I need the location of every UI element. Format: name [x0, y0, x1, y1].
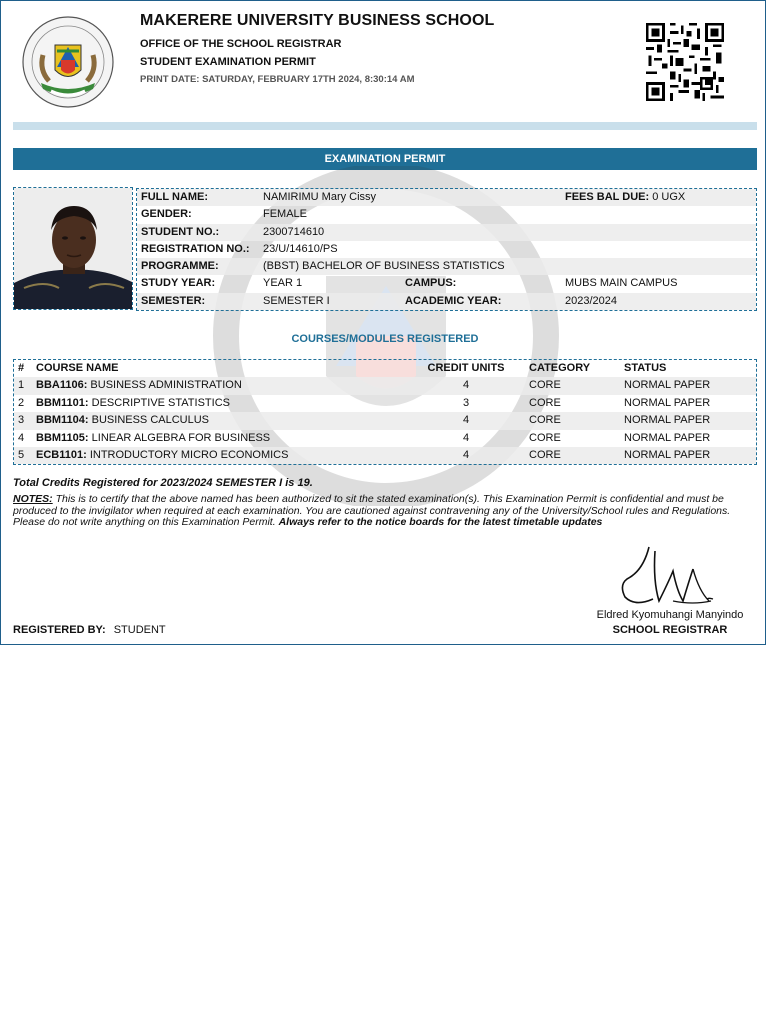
office-name: OFFICE OF THE SCHOOL REGISTRAR [140, 38, 342, 50]
credit-units: 4 [462, 379, 470, 392]
status: NORMAL PAPER [624, 448, 711, 461]
course-code: BBA1106: [36, 379, 88, 392]
course-name: INTRODUCTORY MICRO ECONOMICS [89, 448, 289, 461]
col-status-header: STATUS [624, 362, 667, 374]
detail-row-study-year [137, 275, 756, 292]
detail-row-gender [137, 206, 756, 223]
institution-name: MAKERERE UNIVERSITY BUSINESS SCHOOL [140, 12, 495, 29]
table-row [14, 430, 756, 447]
student-portrait [14, 188, 133, 310]
row-num: 5 [18, 448, 25, 461]
table-row [14, 447, 756, 464]
student-photo [13, 187, 133, 310]
fees-label: FEES BAL DUE: [565, 191, 650, 203]
registered-by-value: STUDENT [113, 624, 166, 636]
course-cell [36, 377, 242, 394]
programme-value: (BBST) BACHELOR OF BUSINESS STATISTICS [263, 260, 505, 273]
course-code: BBM1104: [36, 414, 89, 427]
status: NORMAL PAPER [624, 414, 711, 427]
col-num-header: # [18, 362, 25, 374]
status: NORMAL PAPER [624, 396, 711, 409]
course-code: BBM1101: [36, 396, 89, 409]
total-credits: Total Credits Registered for 2023/2024 SEMESTER I is 19. [13, 477, 313, 489]
student-no-label: STUDENT NO.: [141, 225, 220, 238]
permit-header [1, 1, 765, 117]
full-name-value: NAMIRIMU Mary Cissy [263, 191, 377, 203]
category: CORE [529, 396, 561, 409]
campus-label: CAMPUS: [405, 277, 457, 290]
student-no-value: 2300714610 [263, 225, 325, 238]
notes-text: This is to certify that the above named has been authorized to sit the stated examination(s). This Examination Permit is confidential and must be produced to the invigilator when required at each examination. You are cautioned against contravening any of the University/School rules and Regulations. Please do not write anything on this Examination Permit. [13, 493, 731, 528]
notes-label: NOTES: [13, 493, 53, 505]
academic-year-value: 2023/2024 [565, 294, 617, 307]
courses-table [13, 359, 757, 465]
row-num: 4 [18, 431, 25, 444]
document-type: STUDENT EXAMINATION PERMIT [140, 56, 316, 68]
student-details [136, 188, 757, 311]
category: CORE [529, 414, 561, 427]
print-date: PRINT DATE: SATURDAY, FEBRUARY 17TH 2024, 8:30:14 AM [140, 74, 415, 85]
registered-by [13, 624, 166, 636]
course-cell [36, 395, 230, 412]
semester-label: SEMESTER: [141, 294, 206, 307]
header-divider [13, 122, 757, 130]
course-code: BBM1105: [36, 431, 89, 444]
course-cell [36, 430, 270, 447]
credit-units: 4 [462, 414, 470, 427]
study-year-label: STUDY YEAR: [141, 277, 216, 290]
registrar-signature [613, 541, 723, 611]
row-num: 1 [18, 379, 25, 392]
reg-no-value: 23/U/14610/PS [263, 242, 338, 255]
semester-value: SEMESTER I [263, 294, 330, 307]
notes-emphasis: Always refer to the notice boards for the latest timetable updates [278, 516, 603, 528]
course-name: LINEAR ALGEBRA FOR BUSINESS [91, 431, 271, 444]
course-name: BUSINESS ADMINISTRATION [90, 379, 242, 392]
course-cell [36, 447, 288, 464]
detail-row-name [137, 189, 756, 206]
row-num: 3 [18, 414, 25, 427]
detail-row-student-no [137, 224, 756, 241]
campus-value: MUBS MAIN CAMPUS [565, 277, 678, 290]
gender-label: GENDER: [141, 208, 192, 221]
course-cell [36, 412, 209, 429]
col-credits-header: CREDIT UNITS [427, 362, 505, 374]
signer-name: Eldred Kyomuhangi Manyindo [596, 609, 744, 621]
courses-table-header [14, 360, 756, 377]
category: CORE [529, 379, 561, 392]
course-code: ECB1101: [36, 448, 87, 461]
table-row [14, 412, 756, 429]
gender-value: FEMALE [263, 208, 308, 221]
col-category-header: CATEGORY [529, 362, 591, 374]
courses-section-title: COURSES/MODULES REGISTERED [291, 333, 479, 345]
fees-value: 0 UGX [652, 191, 686, 203]
university-crest-logo [21, 15, 115, 109]
academic-year-label: ACADEMIC YEAR: [405, 294, 502, 307]
detail-row-semester [137, 293, 756, 310]
detail-row-reg-no [137, 241, 756, 258]
credit-units: 4 [462, 431, 470, 444]
category: CORE [529, 448, 561, 461]
table-row [14, 377, 756, 394]
status: NORMAL PAPER [624, 431, 711, 444]
credit-units: 3 [462, 396, 470, 409]
course-name: BUSINESS CALCULUS [91, 414, 210, 427]
qr-code [646, 22, 724, 102]
table-row [14, 395, 756, 412]
study-year-value: YEAR 1 [263, 277, 303, 290]
status: NORMAL PAPER [624, 379, 711, 392]
col-name-header: COURSE NAME [36, 362, 119, 374]
category: CORE [529, 431, 561, 444]
registered-by-label: REGISTERED BY: [13, 624, 106, 636]
programme-label: PROGRAMME: [141, 260, 219, 273]
permit-banner: EXAMINATION PERMIT [13, 148, 757, 170]
reg-no-label: REGISTRATION NO.: [141, 242, 250, 255]
row-num: 2 [18, 396, 25, 409]
detail-row-programme [137, 258, 756, 275]
credit-units: 4 [462, 448, 470, 461]
fees-balance [565, 189, 685, 206]
full-name-label: FULL NAME: [141, 191, 209, 203]
permit-notes [13, 494, 759, 529]
signer-title: SCHOOL REGISTRAR [612, 624, 728, 636]
course-name: DESCRIPTIVE STATISTICS [91, 396, 230, 409]
